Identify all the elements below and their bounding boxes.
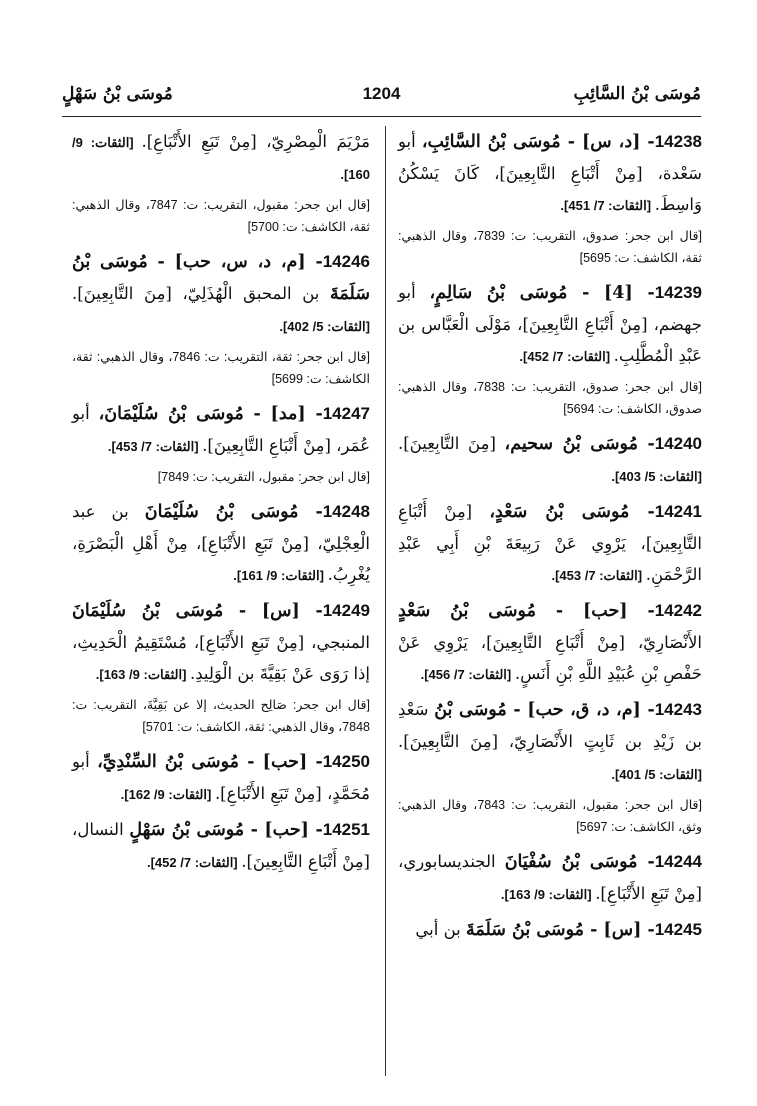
column-divider bbox=[385, 126, 386, 1076]
entry-footnote: [قال ابن جحر: مقبول، التقريب: ت: 7849] bbox=[157, 470, 370, 484]
entry-name: - مُوسَى بْنُ سَعْدٍ، bbox=[489, 502, 655, 522]
entry-number: 14241 bbox=[654, 502, 703, 521]
entry-body: بن عبد الْعِجْلِيّ، [مِنْ تَبَعِ الأَتْبَاعِ]، مِنْ أَهْلِ الْبَصْرَةِ، يُغْرِبُ. bbox=[72, 502, 370, 584]
entry-body: [مِنَ التَّابِعِينَ]. bbox=[398, 434, 505, 453]
entry-source: [الثقات: 7/ 451]. bbox=[560, 198, 655, 213]
entry-number: 14249 bbox=[322, 601, 370, 620]
entry bbox=[398, 694, 702, 790]
entry-body: بن أبي bbox=[415, 920, 466, 939]
entry bbox=[398, 914, 702, 946]
running-header bbox=[62, 82, 701, 117]
entry bbox=[398, 846, 702, 910]
entry-name: - مُوسَى بْنُ سحيم، bbox=[504, 434, 655, 454]
entry bbox=[72, 595, 370, 690]
entry-number: 14242 bbox=[654, 601, 702, 620]
left-column bbox=[72, 126, 370, 882]
entry-footnote: [قال ابن جحر: مقبول، التقريب: ت: 7843، وقال الذهبي: وثق، الكاشف: ت: 5697] bbox=[398, 798, 703, 834]
entry-source: [الثقات: 9/ 161]. bbox=[233, 568, 328, 583]
entry-number: 14244 bbox=[654, 852, 702, 871]
entry-name: - [حب] - مُوسَى بْنُ سَهْلٍ bbox=[129, 820, 323, 840]
entry-footnote: [قال ابن جحر: مقبول، التقريب: ت: 7847، وقال الذهبي: ثقة، الكاشف: ت: 5700] bbox=[72, 198, 371, 234]
entry-body: أبو جهضم، [مِنْ أَتْبَاعِ التَّابِعِينَ]، مَوْلَى الْعَبَّاس بن عَبْدِ الْمُطَّلِبِ. bbox=[398, 283, 702, 365]
entry bbox=[398, 595, 702, 690]
entry-body: المنبجي، [مِنْ تَبَعِ الأَتْبَاعِ]، مُسْتَقِيمُ الْحَدِيثِ، إذا رَوَى عَنْ بَقِيَّةَ بن الْوَلِيدِ. bbox=[72, 633, 370, 683]
entry-name: - مُوسَى بْنُ سُفْيَانَ bbox=[504, 852, 655, 872]
entry-body: أبو مُحَمَّدٍ، [مِنْ تَبَعِ الأَتْبَاعِ]. bbox=[72, 752, 370, 803]
entry-name: - [4] - مُوسَى بْنُ سَالِمٍ، bbox=[429, 283, 655, 303]
entry-name: - [حب] - مُوسَى بْنُ سَعْدٍ bbox=[398, 601, 655, 621]
entry-footnote: [قال ابن جحر: صدوق، التقريب: ت: 7839، وقال الذهبي: ثقة، الكاشف: ت: 5695] bbox=[398, 229, 703, 265]
entry-name: - [د، س] - مُوسَى بْنُ السَّائِبِ، bbox=[421, 132, 655, 152]
entry-number: 14248 bbox=[322, 502, 370, 521]
entry bbox=[398, 126, 702, 221]
entry-footnote: [قال ابن جحر: ثقة، التقريب: ت: 7846، وقال الذهبي: ثقة، الكاشف: ت: 5699] bbox=[72, 350, 370, 386]
entry-body: أبو عُمَر، [مِنْ أَتْبَاعِ التَّابِعِينَ]. bbox=[72, 404, 370, 455]
entry bbox=[398, 496, 702, 591]
entry bbox=[72, 814, 370, 878]
entry-source: [الثقات: 5/ 402]. bbox=[279, 319, 370, 334]
entry bbox=[72, 746, 370, 810]
entry-footnote: [قال ابن جحر: صَالِح الحديث، إلا عن بَقِيَّةَ، التقريب: ت: 7848، وقال الذهبي: ثقة، الكاشف: ت: 5701] bbox=[72, 698, 370, 734]
entry-body: سَعْدِ بن زَيْدِ بن ثَابِتٍ الأَنْصَارِيّ، [مِنَ التَّابِعِينَ]. bbox=[398, 700, 702, 751]
entry bbox=[72, 246, 370, 342]
entry-number: 14239 bbox=[654, 283, 702, 302]
entry-number: 14243 bbox=[654, 700, 702, 719]
entry-number: 14238 bbox=[654, 132, 702, 151]
entry-footnote: [قال ابن جحر: صدوق، التقريب: ت: 7838، وقال الذهبي: صدوق، الكاشف: ت: 5694] bbox=[398, 380, 703, 416]
entry-source: [الثقات: 7/ 453]. bbox=[551, 568, 646, 583]
entry bbox=[72, 126, 370, 190]
entry-name: - [حب] - مُوسَى بْنُ السِّنْدِيِّ، bbox=[97, 752, 323, 772]
entry-source: [الثقات: 9/ 160]. bbox=[72, 135, 370, 182]
right-column bbox=[398, 126, 702, 950]
entry-number: 14250 bbox=[322, 752, 370, 771]
entry-source: [الثقات: 7/ 456]. bbox=[420, 667, 515, 682]
entry-number: 14247 bbox=[322, 404, 370, 423]
entry-number: 14251 bbox=[322, 820, 371, 839]
header-right-title: مُوسَى بْنُ السَّائِبِ bbox=[573, 84, 701, 104]
entry-body: النسال، [مِنْ أَتْبَاعِ التَّابِعِينَ]. bbox=[72, 820, 370, 871]
entry-source: [الثقات: 9/ 163]. bbox=[95, 667, 191, 682]
entry-source: [الثقات: 7/ 452]. bbox=[519, 349, 614, 364]
entry bbox=[398, 428, 702, 492]
entry-source: [الثقات: 7/ 452]. bbox=[146, 855, 242, 870]
entry-body: الأَنْصَارِيّ، [مِنْ أَتْبَاعِ التَّابِعِينَ]، يَرْوِي عَنْ حَفْصِ بْنِ عُبَيْدِ اللَّهِ بْنِ أَنَسٍ. bbox=[398, 633, 702, 683]
entry-name: - [م، د، س، حب] - مُوسَى بْنُ سَلَمَةَ bbox=[72, 252, 370, 304]
entry bbox=[398, 277, 702, 372]
entry-name: - [مد] - مُوسَى بْنُ سُلَيْمَانَ، bbox=[98, 404, 323, 424]
entry-body: الجنديسابوري، [مِنْ تَبَعِ الأَتْبَاعِ]. bbox=[398, 852, 702, 903]
header-left-title: مُوسَى بْنُ سَهْلٍ bbox=[62, 84, 173, 104]
entry-body: [مِنْ أَتْبَاعِ التَّابِعِينَ]، يَرْوِي عَنْ رَبِيعَةَ بْنِ أَبِي عَبْدِ الرَّحْمَنِ. bbox=[398, 502, 702, 584]
entry-body: أبو سَعْدة، [مِنْ أَتْبَاعِ التَّابِعِينَ]، كَانَ يَسْكُنُ وَاسِطَ. bbox=[398, 132, 702, 214]
entry-name: - مُوسَى بْنُ سُلَيْمَانَ bbox=[144, 502, 323, 522]
entry-name: - [س] - مُوسَى بْنُ سُلَيْمَانَ bbox=[72, 601, 323, 621]
entry-source: [الثقات: 7/ 453]. bbox=[107, 439, 203, 454]
entry-source: [الثقات: 9/ 162]. bbox=[120, 787, 215, 802]
entry-source: [الثقات: 5/ 401]. bbox=[611, 767, 702, 782]
entry-body: مَرْيَمَ الْمِصْرِيّ، [مِنْ تَبَعِ الأَتْبَاعِ]. bbox=[141, 132, 371, 151]
entry-number: 14245 bbox=[654, 920, 702, 939]
entry-name: - [س] - مُوسَى بْنُ سَلَمَةَ bbox=[465, 920, 655, 940]
entry-number: 14240 bbox=[654, 434, 702, 453]
entry bbox=[72, 398, 370, 462]
entry-name: - [م، د، ق، حب] - مُوسَى بْنُ bbox=[434, 700, 655, 720]
entry-number: 14246 bbox=[322, 252, 370, 271]
page-number: 1204 bbox=[362, 84, 401, 103]
entry-source: [الثقات: 5/ 403]. bbox=[611, 469, 702, 484]
entry bbox=[72, 496, 370, 591]
entry-body: بن المحبق الْهُذَلِيّ، [مِنَ التَّابِعِينَ]. bbox=[72, 284, 331, 303]
entry-source: [الثقات: 9/ 163]. bbox=[500, 887, 596, 902]
